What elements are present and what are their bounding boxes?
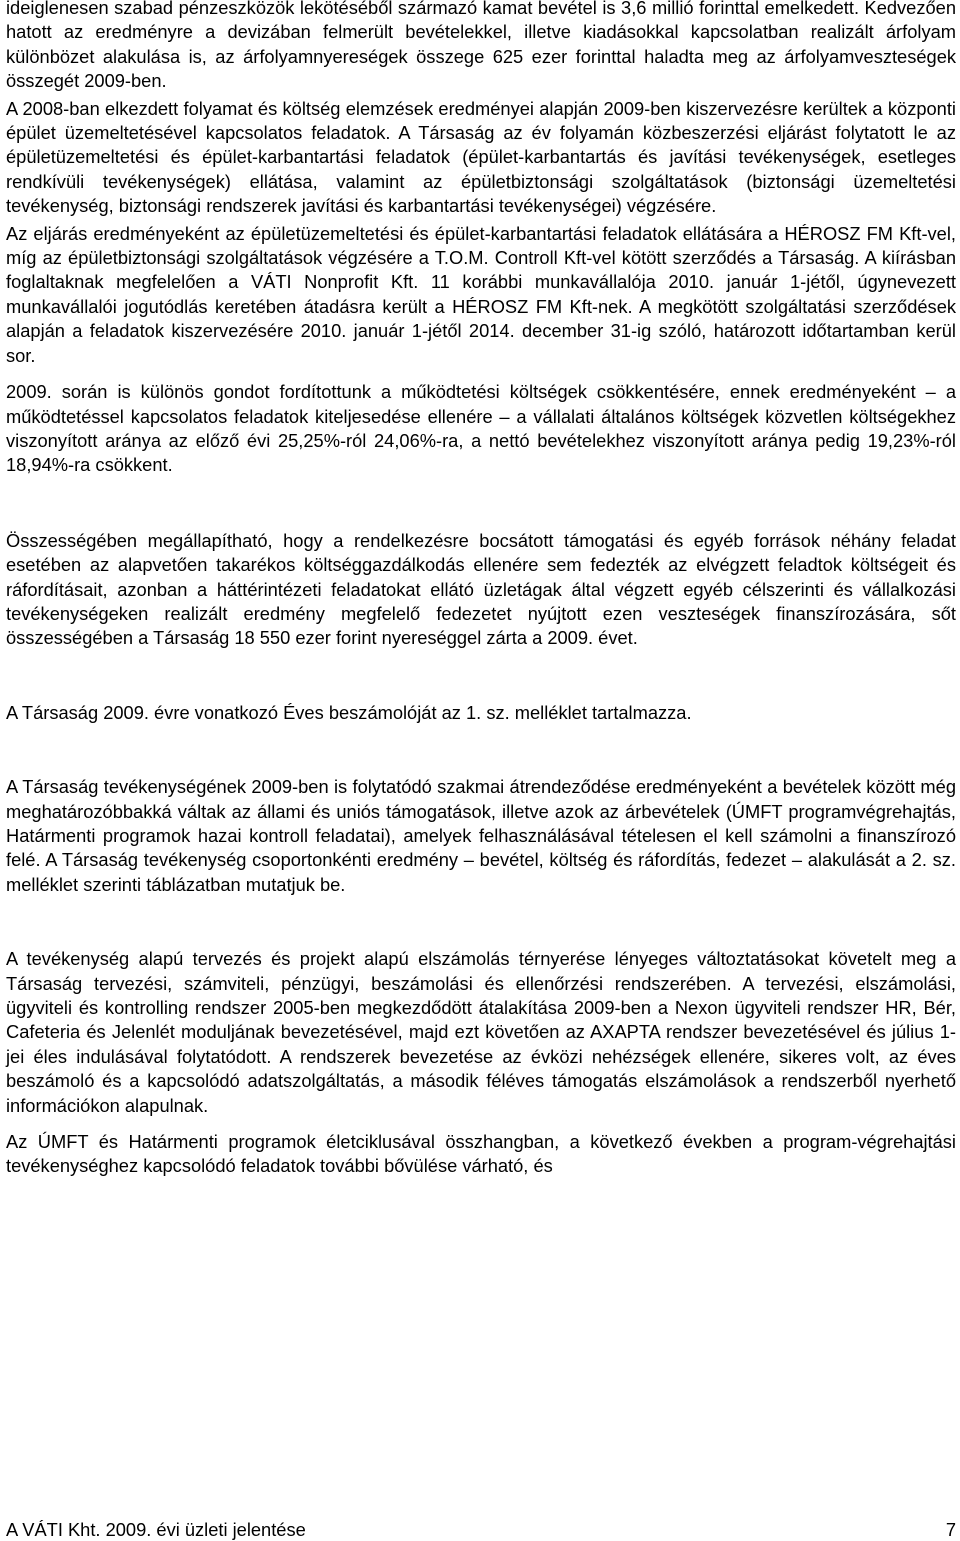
paragraph-annual-report-reference: A Társaság 2009. évre vonatkozó Éves beszámolóját az 1. sz. melléklet tartalmazza. [6,701,692,723]
document-body [6,0,956,1179]
paragraph-summary: Összességében megállapítható, hogy a rendelkezésre bocsátott támogatási és egyéb források néhány feladat esetében az alapvetően takarékos költséggazdálkodás ellenére sem fedezték az elvégzett feladtok költségeit és ráfordításait, azonban a háttérintézeti feladatokat ellátó üzletágak által végzett egyéb célszerinti és vállalkozási tevékenységeken realizált eredmény megfelelő fedezetet nyújtott ezen veszteségek finanszírozására, sőt összességében a Társaság 18 550 ezer forint nyereséggel zárta a 2009. évet. [6,529,956,649]
page-number: 7 [945,1519,956,1540]
paragraph-operating-costs: 2009. során is különös gondot fordítottunk a működtetési költségek csökkentésére, ennek eredményeként – a működtetéssel kapcsolatos feladatok kiteljesedése ellenére – a vállalati általános költségek közvetlen költségekhez viszonyított aránya az előző évi 25,25%-ról 24,06%-ra, a nettó bevételekhez viszonyított aránya pedig 19,23%-ról 18,94%-ra csökkent. [6,381,956,476]
paragraph-planning-systems: A tevékenység alapú tervezés és projekt alapú elszámolás térnyerése lényeges változtatásokat követelt meg a Társaság tervezési, számviteli, pénzügyi, beszámolási és ellenőrzési rendszerében. A tervezési, elszámolási, ügyviteli és kontrolling rendszer 2005-ben megkezdődött átalakítása 2009-ben a Nexon ügyviteli rendszer HR, Bér, Cafeteria és Jelenlét moduljának bevezetésével, majd ezt követően az AXAPTA rendszer bevezetésével és július 1-jei éles indulásával folytatódott. A rendszerek bevezetése az évközi nehézségek ellenére, sikeres volt, az éves beszámoló és a kapcsolódó adatszolgáltatás, a második féléves támogatás elszámolások a rendszerből nyerhető információkon alapulnak. [6,948,956,1116]
paragraph-programs-outlook: Az ÚMFT és Határmenti programok életciklusával összhangban, a következő években a program-végrehajtási tevékenységhez kapcsolódó feladatok további bővülése várható, és [6,1131,956,1177]
paragraph-outsourcing: A 2008-ban elkezdett folyamat és költség elemzések eredményei alapján 2009-ben kiszervezésre kerültek a központi épület üzemeltetésével kapcsolatos feladatok. A Társaság az év folyamán közbeszerzési eljárást folytatott le az épületüzemeltetési és épület-karbantartási feladatok (épület-karbantartás és javítási tevékenységek, esetleges rendkívüli tevékenységek) ellátása, valamint az épületbiztonsági szolgáltatások (biztonsági üzemeltetési tevékenység, biztonsági rendszerek javítási és karbantartási tevékenységei) végzésére. [6,97,956,217]
paragraph-procurement-result: Az eljárás eredményeként az épületüzemeltetési és épület-karbantartási feladatok ellátására a HÉROSZ FM Kft-vel, míg az épületbiztonsági szolgáltatások végzésére a T.O.M. Controll Kft-vel kötött szerződés a Társaság. A kiírásban foglaltaknak megfelelően a VÁTI Nonprofit Kft. 11 korábbi munkavállalója 2010. január 1-jétől, úgynevezett munkavállalói jogutódlás keretében átadásra került a HÉROSZ FM Kft-nek. A megkötött szolgáltatási szerződések alapján a feladatok kiszervezésére 2010. január 1-jétől 2014. december 31-ig szóló, határozott időtartamban kerül sor. [6,222,956,366]
paragraph-activity-restructuring: A Társaság tevékenységének 2009-ben is folytatódó szakmai átrendeződése eredményeként a bevételek között még meghatározóbbakká váltak az állami és uniós támogatások, illetve azok az árbevételek (ÚMFT programvégrehajtás, Határmenti programok hazai kontroll feladatai), amelyek felhasználásával tételesen el kell számolni a finanszírozó felé. A Társaság tevékenység csoportonkénti eredmény – bevétel, költség és ráfordítás, fedezet – alakulását a 2. sz. melléklet szerinti táblázatban mutatjuk be. [6,776,956,895]
paragraph-interest-income: ideiglenesen szabad pénzeszközök lekötéséből származó kamat bevétel is 3,6 millió forinttal emelkedett. Kedvezően hatott az eredményre a devizában felmerült bevételekkel, illetve kiadásokkal kapcsolatban realizált árfolyam különbözet alakulása is, az árfolyamnyereségek összege 625 ezer forinttal haladta meg az árfolyamveszteségek összegét 2009-ben. [6,0,956,92]
footer-title: A VÁTI Kht. 2009. évi üzleti jelentése [6,1519,306,1540]
